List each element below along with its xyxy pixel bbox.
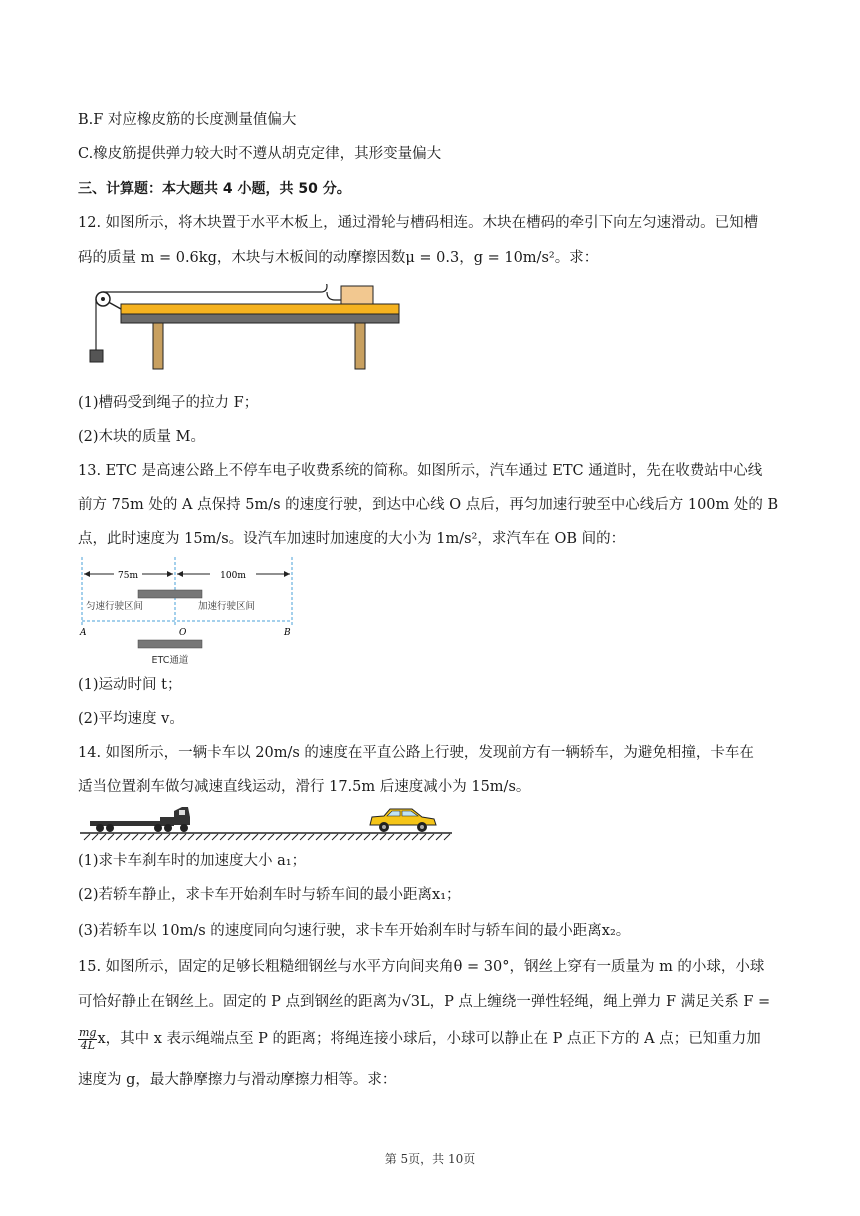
q15-line2: 可恰好静止在钢丝上。固定的 P 点到钢丝的距离为√3L，P 点上缠绕一弹性轻绳，绳上弹力 F 满足关系 F = — [78, 994, 771, 1010]
pulley-table-figure — [85, 284, 405, 374]
zone-uniform: 匀速行驶区间 — [86, 601, 144, 612]
q15-line1: 15. 如图所示，固定的足够长粗糙细钢丝与水平方向间夹角θ = 30°，钢丝上穿有一质量为 m 的小球，小球 — [78, 959, 765, 975]
q13-line3: 点，此时速度为 15m/s。设汽车加速时加速度的大小为 1m/s²，求汽车在 OB 间的： — [78, 531, 626, 547]
q15-line4: 速度为 g，最大静摩擦力与滑动摩擦力相等。求： — [78, 1072, 397, 1088]
point-b: B — [284, 628, 291, 638]
q14-line1: 14. 如图所示，一辆卡车以 20m/s 的速度在平直公路上行驶，发现前方有一辆轿车，为避免相撞，卡车在 — [78, 745, 754, 761]
q12-line1: 12. 如图所示，将木块置于水平木板上，通过滑轮与槽码相连。木块在槽码的牵引下向左匀速滑动。已知槽 — [78, 215, 759, 231]
q14-sub3: (3)若轿车以 10m/s 的速度同向匀速行驶，求卡车开始刹车时与轿车间的最小距离x₂。 — [78, 923, 631, 939]
zone-accel: 加速行驶区间 — [198, 601, 256, 612]
page-footer: 第 5页，共 10页 — [384, 1152, 476, 1166]
q13-sub1: (1)运动时间 t； — [78, 677, 182, 693]
q13-line1: 13. ETC 是高速公路上不停车电子收费系统的简称。如图所示，汽车通过 ETC 通道时，先在收费站中心线 — [78, 463, 763, 479]
q15-line3 — [78, 1024, 761, 1054]
point-o: O — [179, 628, 187, 638]
etc-lane-figure — [78, 557, 300, 669]
truck-car-figure — [78, 803, 458, 843]
q15-line3-text: x，其中 x 表示绳端点至 P 的距离；将绳连接小球后，小球可以静止在 P 点正下方的 A 点；已知重力加 — [97, 1031, 761, 1047]
etc-lane-label: ETC通道 — [151, 655, 189, 666]
q13-sub2: (2)平均速度 v。 — [78, 711, 184, 727]
q14-sub2: (2)若轿车静止，求卡车开始刹车时与轿车间的最小距离x₁； — [78, 887, 461, 903]
q12-line2: 码的质量 m = 0.6kg，木块与木板间的动摩擦因数μ = 0.3，g = 10m/s²。求： — [78, 250, 599, 266]
section-heading: 三、计算题：本大题共 4 小题，共 50 分。 — [78, 181, 351, 197]
option-c: C.橡皮筋提供弹力较大时不遵从胡克定律，其形变量偏大 — [78, 146, 442, 162]
q12-sub1: (1)槽码受到绳子的拉力 F； — [78, 395, 259, 411]
option-b: B.F 对应橡皮筋的长度测量值偏大 — [78, 112, 297, 128]
q14-sub1: (1)求卡车刹车时的加速度大小 a₁； — [78, 853, 307, 869]
q12-sub2: (2)木块的质量 M。 — [78, 429, 205, 445]
dist-100m: 100m — [220, 571, 246, 581]
q14-line2: 适当位置刹车做匀减速直线运动，滑行 17.5m 后速度减小为 15m/s。 — [78, 779, 531, 795]
point-a: A — [80, 628, 87, 638]
q13-line2: 前方 75m 处的 A 点保持 5m/s 的速度行驶，到达中心线 O 点后，再匀加速行驶至中心线后方 100m 处的 B — [78, 497, 779, 513]
fraction-mg-4l: $\frac{mg}{4L}$ — [79, 1025, 97, 1052]
dist-75m: 75m — [118, 571, 138, 581]
